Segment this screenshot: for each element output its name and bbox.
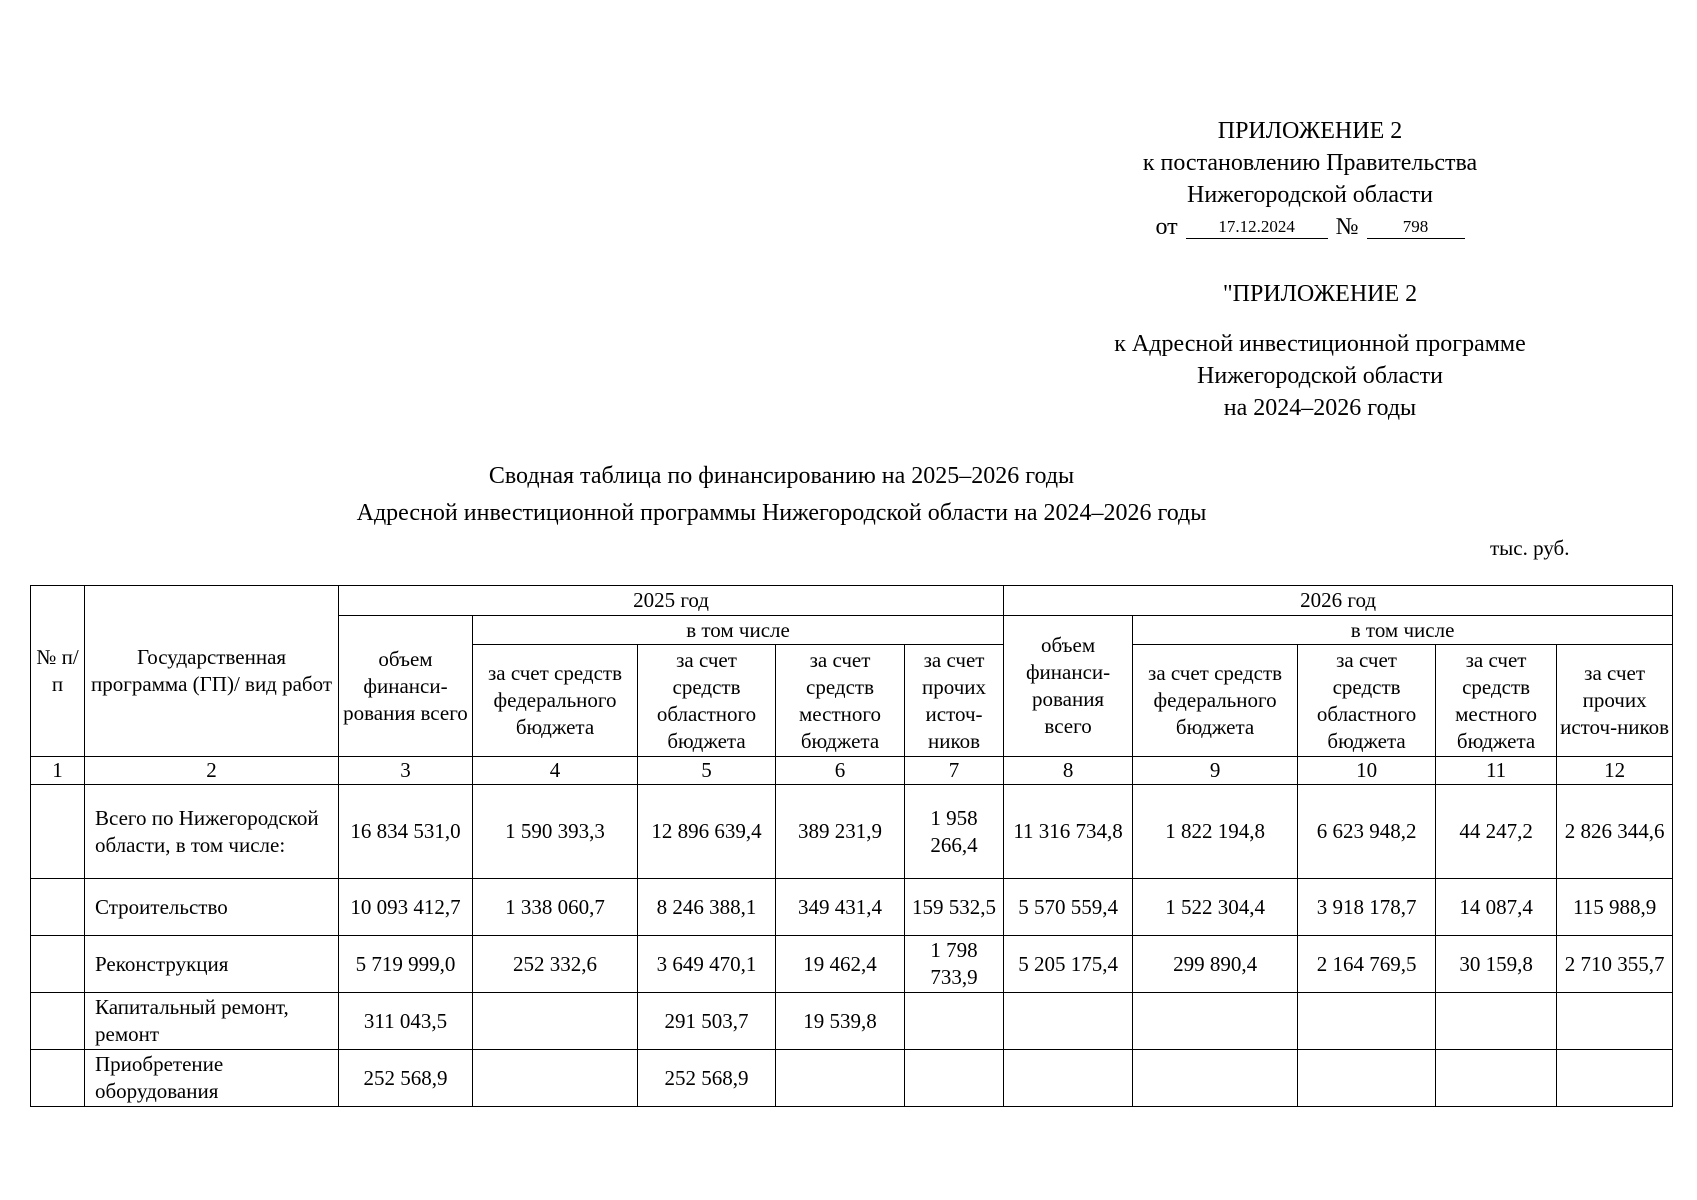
cell-value: 389 231,9: [776, 785, 905, 879]
cell-value: 1 338 060,7: [473, 879, 638, 936]
header-including-2026: в том числе: [1133, 616, 1673, 645]
header-regional-2025: за счет средств областного бюджета: [638, 645, 776, 757]
cell-value: 1 522 304,4: [1133, 879, 1298, 936]
table-body: [31, 785, 1673, 1107]
row-name: Всего по Нижегородской области, в том числе:: [85, 785, 339, 879]
cell-value: [776, 1050, 905, 1107]
cell-value: 16 834 531,0: [339, 785, 473, 879]
cell-value: 252 568,9: [339, 1050, 473, 1107]
cell-value: [905, 1050, 1004, 1107]
row-number: [31, 993, 85, 1050]
cell-value: 11 316 734,8: [1004, 785, 1133, 879]
resolution-signature-line: [1100, 211, 1520, 243]
cell-value: [1436, 993, 1557, 1050]
cell-value: 159 532,5: [905, 879, 1004, 936]
cell-value: [1298, 993, 1436, 1050]
appendix-block: [1100, 115, 1520, 243]
cell-value: 14 087,4: [1436, 879, 1557, 936]
appendix-line-1: к постановлению Правительства: [1142, 150, 1478, 176]
cell-value: 44 247,2: [1436, 785, 1557, 879]
financing-table: [30, 585, 1673, 1107]
cell-value: 2 826 344,6: [1557, 785, 1673, 879]
document-title-line-1: Сводная таблица по финансированию на 2025–2026 годы: [488, 463, 1075, 489]
cell-value: 19 462,4: [776, 936, 905, 993]
from-label: от: [1155, 214, 1178, 240]
cell-value: [473, 993, 638, 1050]
cell-value: 252 332,6: [473, 936, 638, 993]
cell-value: 2 164 769,5: [1298, 936, 1436, 993]
header-total-2026: объем финанси-рования всего: [1004, 616, 1133, 757]
header-other-2025: за счет прочих источ-ников: [905, 645, 1004, 757]
appendix2-line-3: на 2024–2026 годы: [1223, 395, 1417, 421]
cell-value: 311 043,5: [339, 993, 473, 1050]
column-number: 1: [31, 757, 85, 785]
number-label: №: [1335, 214, 1359, 240]
cell-value: 299 890,4: [1133, 936, 1298, 993]
cell-value: [1004, 993, 1133, 1050]
header-local-2026: за счет средств местного бюджета: [1436, 645, 1557, 757]
appendix2-title: "ПРИЛОЖЕНИЕ 2: [1222, 281, 1418, 307]
column-number: 12: [1557, 757, 1673, 785]
table-row: [31, 879, 1673, 936]
cell-value: [1298, 1050, 1436, 1107]
header-other-2026: за счет прочих источ-ников: [1557, 645, 1673, 757]
column-number: 3: [339, 757, 473, 785]
cell-value: 2 710 355,7: [1557, 936, 1673, 993]
cell-value: [1133, 1050, 1298, 1107]
column-number: 7: [905, 757, 1004, 785]
table-row: [31, 785, 1673, 879]
cell-value: [1133, 993, 1298, 1050]
cell-value: [1557, 993, 1673, 1050]
header-col-name: Государственная программа (ГП)/ вид работ: [85, 586, 339, 757]
cell-value: 19 539,8: [776, 993, 905, 1050]
column-number: 9: [1133, 757, 1298, 785]
resolution-number: 798: [1367, 216, 1465, 239]
table-row: [31, 936, 1673, 993]
column-number-row: [31, 757, 1673, 785]
cell-value: 115 988,9: [1557, 879, 1673, 936]
header-including-2025: в том числе: [473, 616, 1004, 645]
row-name: Приобретение оборудования: [85, 1050, 339, 1107]
row-name: Капитальный ремонт, ремонт: [85, 993, 339, 1050]
header-total-2025: объем финанси-рования всего: [339, 616, 473, 757]
header-regional-2026: за счет средств областного бюджета: [1298, 645, 1436, 757]
column-number: 5: [638, 757, 776, 785]
cell-value: 1 822 194,8: [1133, 785, 1298, 879]
cell-value: 8 246 388,1: [638, 879, 776, 936]
cell-value: 1 798 733,9: [905, 936, 1004, 993]
appendix2-line-2: Нижегородской области: [1196, 363, 1444, 389]
appendix2-block: [1040, 278, 1600, 424]
document-title-line-2: Адресной инвестиционной программы Нижегородской области на 2024–2026 годы: [356, 500, 1207, 526]
cell-value: 3 649 470,1: [638, 936, 776, 993]
cell-value: 252 568,9: [638, 1050, 776, 1107]
row-number: [31, 879, 85, 936]
cell-value: [473, 1050, 638, 1107]
header-year-2025: 2025 год: [339, 586, 1004, 616]
cell-value: 5 719 999,0: [339, 936, 473, 993]
row-number: [31, 785, 85, 879]
cell-value: 291 503,7: [638, 993, 776, 1050]
header-local-2025: за счет средств местного бюджета: [776, 645, 905, 757]
row-number: [31, 936, 85, 993]
cell-value: 349 431,4: [776, 879, 905, 936]
column-number: 4: [473, 757, 638, 785]
cell-value: 30 159,8: [1436, 936, 1557, 993]
units-label: тыс. руб.: [1490, 536, 1570, 560]
table-header: [31, 586, 1673, 785]
cell-value: 12 896 639,4: [638, 785, 776, 879]
table-row: [31, 993, 1673, 1050]
resolution-date: 17.12.2024: [1186, 216, 1328, 239]
cell-value: [1436, 1050, 1557, 1107]
cell-value: 3 918 178,7: [1298, 879, 1436, 936]
column-number: 8: [1004, 757, 1133, 785]
appendix-line-2: Нижегородской области: [1186, 182, 1434, 208]
header-federal-2025: за счет средств федерального бюджета: [473, 645, 638, 757]
row-number: [31, 1050, 85, 1107]
column-number: 10: [1298, 757, 1436, 785]
column-number: 2: [85, 757, 339, 785]
cell-value: [905, 993, 1004, 1050]
appendix-title: ПРИЛОЖЕНИЕ 2: [1217, 118, 1403, 144]
cell-value: [1557, 1050, 1673, 1107]
header-federal-2026: за счет средств федерального бюджета: [1133, 645, 1298, 757]
row-name: Реконструкция: [85, 936, 339, 993]
cell-value: 10 093 412,7: [339, 879, 473, 936]
cell-value: 1 958 266,4: [905, 785, 1004, 879]
header-col-no: № п/п: [31, 586, 85, 757]
column-number: 11: [1436, 757, 1557, 785]
row-name: Строительство: [85, 879, 339, 936]
cell-value: 5 570 559,4: [1004, 879, 1133, 936]
table-row: [31, 1050, 1673, 1107]
header-year-2026: 2026 год: [1004, 586, 1673, 616]
cell-value: 6 623 948,2: [1298, 785, 1436, 879]
column-number: 6: [776, 757, 905, 785]
cell-value: [1004, 1050, 1133, 1107]
cell-value: 5 205 175,4: [1004, 936, 1133, 993]
appendix2-line-1: к Адресной инвестиционной программе: [1114, 331, 1526, 357]
cell-value: 1 590 393,3: [473, 785, 638, 879]
